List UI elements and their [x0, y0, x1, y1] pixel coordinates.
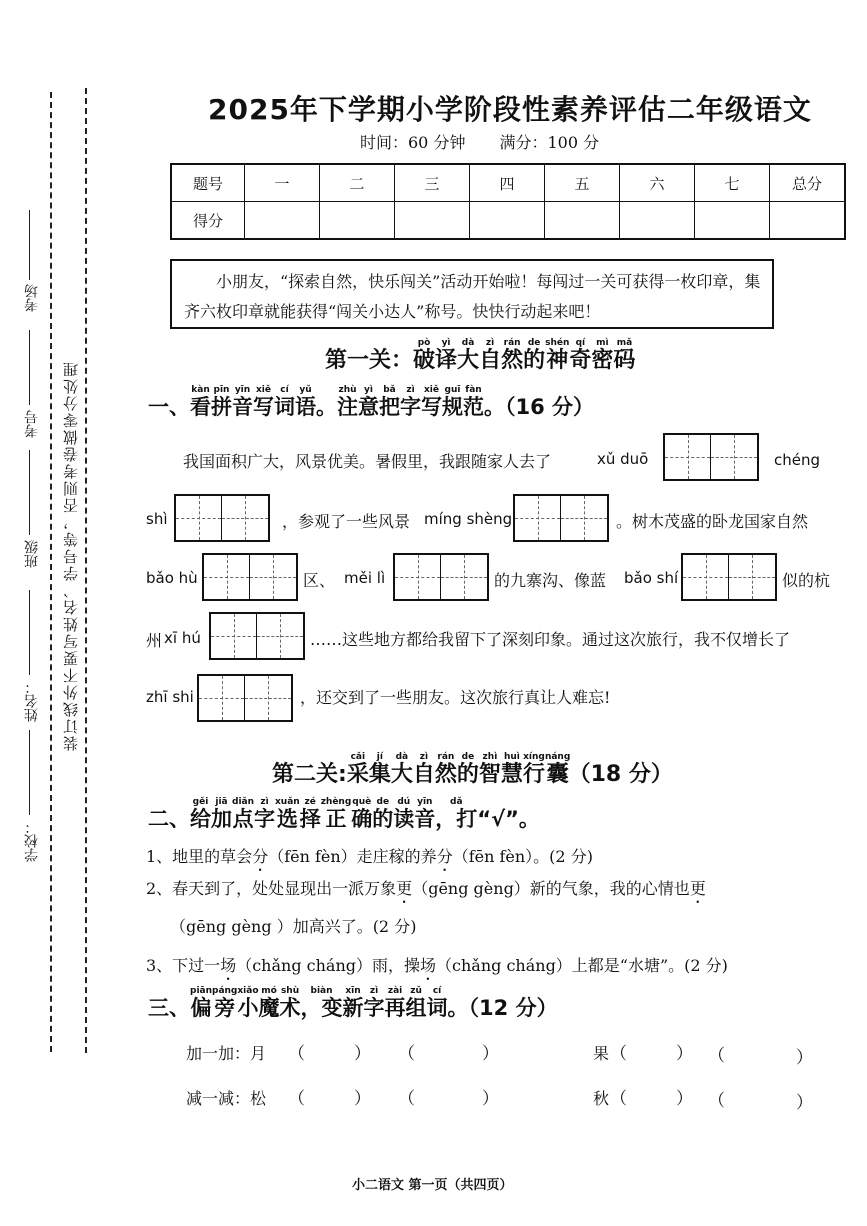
stage2-char: 智zhì [478, 752, 501, 787]
q3-pinyin: shù [279, 986, 301, 996]
exam-time: 时间：60 分钟 [360, 133, 466, 152]
binding-instruction: 装订线外不要写姓名、学号等，否则考卷做零分处理 [62, 360, 80, 751]
q1-line2-text-a: ，参观了一些风景 [282, 512, 411, 531]
q3-char: 魔mó [258, 986, 280, 1020]
stage2-title [346, 752, 571, 787]
q3-char: 小xiǎo [237, 986, 259, 1020]
q1-pinyin: yǔ [295, 385, 316, 395]
score-row-label: 得分 [171, 202, 245, 240]
q2-pinyin: xuǎn [275, 797, 300, 807]
q3-char: 新xīn [342, 986, 364, 1020]
writing-grid-xuduo[interactable] [663, 433, 759, 481]
q2-char: 选xuǎn [275, 797, 300, 831]
stage1-char: 神shén [545, 338, 570, 373]
score-cell[interactable] [395, 202, 470, 240]
writing-grid-meili[interactable] [393, 553, 489, 601]
writing-grid-mingsheng[interactable] [513, 494, 609, 542]
q3-pinyin: cí [426, 986, 448, 996]
score-table [170, 163, 846, 240]
q2-item3-text-c[interactable]: （chǎng cháng）上都是“水塘”。(2 分) [436, 956, 728, 975]
q2-item1 [146, 844, 593, 875]
stage1-char: 破pò [413, 338, 436, 373]
q2-char: 读dú [393, 797, 415, 831]
q3-pinyin: páng [212, 986, 238, 996]
q2-char: 点diǎn [232, 797, 255, 831]
q1-pinyin: fàn [463, 385, 484, 395]
stage2-pinyin: zì [412, 752, 435, 762]
stage2-char: 集jí [368, 752, 391, 787]
answer-paren-open[interactable]: （ [708, 1091, 725, 1111]
q2-pinyin: zhèng [320, 797, 352, 807]
q2-char: 二、 [148, 807, 190, 831]
stage1-char: 自zì [479, 338, 502, 373]
stage1-char: 奇qí [569, 338, 592, 373]
q1-char: 拼pīn [211, 385, 232, 419]
stage2-pinyin: huì [500, 752, 523, 762]
stage1-pinyin: qí [569, 338, 592, 348]
stage1-title [413, 338, 636, 373]
q1-pinyin: zhù [337, 385, 358, 395]
q3-char: 偏piān [190, 986, 213, 1020]
q2-char: 音yīn [414, 797, 436, 831]
writing-grid-zhishi[interactable] [197, 674, 293, 722]
q1-pinyin-baohu: bǎo hù [146, 569, 198, 587]
q2-item3-text-a: 3、下过一 [146, 956, 221, 975]
score-header-cell: 总分 [770, 164, 846, 202]
score-header-cell: 二 [320, 164, 395, 202]
answer-paren-close[interactable]: ） [354, 1044, 371, 1064]
stage2-score: （18 分） [568, 762, 673, 787]
q1-pinyin-xihu: xī hú [164, 629, 201, 647]
q2-char: 确què [351, 797, 373, 831]
stage1-pinyin: yì [435, 338, 458, 348]
stage2-pinyin: jí [368, 752, 391, 762]
q2-char: 正zhèng [320, 797, 352, 831]
q2-pinyin: dǎ [435, 797, 478, 807]
stage2-char: 囊náng [544, 752, 571, 787]
q1-char: 语yǔ [295, 385, 316, 419]
q2-pinyin: diǎn [232, 797, 255, 807]
q2-char: 的de [372, 797, 394, 831]
field-line-exam-no [29, 330, 30, 405]
q1-pinyin: guī [442, 385, 463, 395]
stage2-char: 行xíng [522, 752, 545, 787]
q1-pinyin: yīn [232, 385, 253, 395]
q3-pinyin: biàn [300, 986, 343, 996]
q1-pinyin: cí [274, 385, 295, 395]
score-cell[interactable] [695, 202, 770, 240]
q3-pinyin: piān [190, 986, 213, 996]
q3-char: 三、 [148, 996, 190, 1020]
q1-line3-text-a: 区、 [303, 571, 336, 590]
q1-line3-text-b: 的九寨沟、像蓝 [494, 571, 607, 590]
stage1-pinyin: de [523, 338, 546, 348]
binding-dashed-line-outer [50, 92, 52, 1052]
stage1-char: 的de [523, 338, 546, 373]
q3-row2-char2: 秋 [593, 1089, 610, 1108]
stage1-pinyin: shén [545, 338, 570, 348]
q1-pinyin-xuduo: xǔ duō [597, 450, 649, 468]
q1-pinyin-shi: shì [146, 510, 168, 528]
answer-paren-close[interactable]: ） [482, 1044, 499, 1064]
stage2-char: 自zì [412, 752, 435, 787]
q1-pinyin: kàn [190, 385, 211, 395]
stage2-char: 然rán [434, 752, 457, 787]
q1-pinyin-zhishi: zhī shi [146, 688, 194, 706]
answer-paren-open[interactable]: （ [610, 1044, 627, 1064]
stage2-char: 的de [456, 752, 479, 787]
field-label-exam-room: 考场 [24, 284, 40, 312]
answer-paren-open[interactable]: （ [708, 1046, 725, 1066]
q2-item1-dotted-char: 分 [252, 847, 269, 866]
q3-row1-label: 加一加：月 [186, 1044, 267, 1063]
q1-char: 字zì [400, 385, 421, 419]
q1-line5-text: ，还交到了一些朋友。这次旅行真让人难忘! [300, 688, 611, 707]
field-label-class: 班级 [24, 540, 40, 568]
field-line-class [29, 450, 30, 535]
q2-pinyin: gěi [190, 797, 211, 807]
score-cell[interactable] [620, 202, 695, 240]
exam-full-score: 满分：100 分 [499, 133, 600, 152]
stage1-char: 大dà [457, 338, 480, 373]
answer-paren-open[interactable]: （ [610, 1089, 627, 1109]
q3-row2-label: 减一减：松 [186, 1089, 267, 1108]
q2-pinyin: jiā [211, 797, 232, 807]
q3-pinyin: zài [384, 986, 406, 996]
q1-line4-text-a: 州 [146, 631, 163, 650]
q1-pinyin: pīn [211, 385, 232, 395]
q1-heading [148, 385, 594, 421]
stage1-pinyin: zì [479, 338, 502, 348]
q1-char: 。（16 分） [484, 395, 595, 419]
stage2-char: 采cǎi [346, 752, 369, 787]
q2-char: 给gěi [190, 797, 211, 831]
q2-item3 [146, 953, 728, 984]
q1-pinyin: xiě [253, 385, 274, 395]
score-header-cell: 五 [545, 164, 620, 202]
q1-pinyin: yì [358, 385, 379, 395]
stage2-pinyin: de [456, 752, 479, 762]
q3-char: 词cí [426, 986, 448, 1020]
q2-item2-cont[interactable]: （gēng gèng ）加高兴了。(2 分) [170, 917, 417, 936]
stage1-char: 码mǎ [613, 338, 636, 373]
stage1-prefix: 第一关： [325, 348, 414, 373]
q1-pinyin-cheng: chéng [774, 451, 821, 469]
q1-pinyin-meili: měi lì [344, 569, 386, 587]
field-line-school [29, 730, 30, 815]
q1-char: 写xiě [421, 385, 442, 419]
stage1-pinyin: pò [413, 338, 436, 348]
writing-grid-xihu[interactable] [209, 612, 305, 660]
score-header-cell: 四 [470, 164, 545, 202]
q3-char: 字zì [363, 986, 385, 1020]
field-label-exam-no: 考号 [24, 410, 40, 438]
q2-pinyin: de [372, 797, 394, 807]
stage1-pinyin: mì [591, 338, 614, 348]
score-header-cell: 七 [695, 164, 770, 202]
q3-heading [148, 986, 558, 1022]
q3-pinyin: zǔ [405, 986, 427, 996]
q1-char: 看kàn [190, 385, 211, 419]
q2-item2 [146, 876, 706, 907]
q2-heading [148, 797, 540, 833]
stage1-heading [325, 338, 635, 374]
q1-pinyin: bǎ [379, 385, 400, 395]
stage1-pinyin: dà [457, 338, 480, 348]
score-cell[interactable] [245, 202, 320, 240]
q2-pinyin: zé [299, 797, 321, 807]
stage2-pinyin: cǎi [346, 752, 369, 762]
field-label-school: 学校： [24, 820, 40, 862]
score-cell[interactable] [770, 202, 846, 240]
q3-char: 组zǔ [405, 986, 427, 1020]
score-cell[interactable] [320, 202, 395, 240]
stage1-pinyin: mǎ [613, 338, 636, 348]
q3-char: 旁páng [212, 986, 238, 1020]
q2-char: 加jiā [211, 797, 232, 831]
stage2-pinyin: náng [544, 752, 571, 762]
stage1-char: 译yì [435, 338, 458, 373]
answer-paren-close[interactable]: ） [796, 1048, 813, 1068]
stage2-heading [272, 752, 673, 788]
q2-pinyin: dú [393, 797, 415, 807]
page-footer: 小二语文 第一页（共四页） [352, 1178, 513, 1193]
q2-item1-text-b[interactable]: （fēn fèn）走庄稼的养 [268, 847, 437, 866]
q3-row1-char2: 果 [593, 1044, 610, 1063]
q1-char: 规guī [442, 385, 463, 419]
stage1-pinyin: rán [501, 338, 524, 348]
q2-item1-dotted-char-2: 分 [436, 847, 453, 866]
q2-pinyin: què [351, 797, 373, 807]
q1-char: 音yīn [232, 385, 253, 419]
field-line-exam-room [29, 210, 30, 280]
writing-grid-chengshi[interactable] [174, 494, 270, 542]
q1-line2-text-b: 。树木茂盛的卧龙国家自然 [616, 512, 809, 531]
field-line-name [29, 590, 30, 675]
q1-pinyin-baoshi: bǎo shí [624, 569, 679, 587]
field-label-name: 姓名： [24, 680, 40, 722]
q2-item1-text-a: 1、地里的草会 [146, 847, 253, 866]
notice-box: 小朋友，“探索自然，快乐闯关”活动开始啦！每闯过一关可获得一枚印章，集齐六枚印章就能获得“闯关小达人”称号。快快行动起来吧！ [170, 259, 774, 329]
q1-char: 范fàn [463, 385, 484, 419]
q2-pinyin: yīn [414, 797, 436, 807]
q2-item2-dotted-char: 更 [396, 879, 413, 898]
q3-char: 再zài [384, 986, 406, 1020]
stage2-prefix: 第二关: [272, 762, 347, 787]
q1-char: 写xiě [253, 385, 274, 419]
q1-char: 一、 [148, 395, 190, 419]
writing-grid-baohu[interactable] [202, 553, 298, 601]
exam-info [360, 130, 633, 153]
q3-pinyin: zì [363, 986, 385, 996]
q3-pinyin: xīn [342, 986, 364, 996]
binding-dashed-line-inner [85, 88, 87, 1053]
answer-paren-open[interactable]: （ [288, 1089, 305, 1109]
q3-char: 。（12 分） [447, 996, 558, 1020]
q2-item2-text-a: 2、春天到了，处处显现出一派万象 [146, 879, 397, 898]
writing-grid-baoshi[interactable] [681, 553, 777, 601]
q2-item3-dotted-char-2: 场 [420, 956, 437, 975]
answer-paren-close[interactable]: ） [354, 1089, 371, 1109]
q1-char: 意yì [358, 385, 379, 419]
q2-item2-dotted-char-2: 更 [689, 879, 706, 898]
q2-char: 字zì [254, 797, 275, 831]
answer-paren-open[interactable]: （ [398, 1044, 415, 1064]
q3-pinyin: xiǎo [237, 986, 259, 996]
stage2-pinyin: rán [434, 752, 457, 762]
score-header-cell: 三 [395, 164, 470, 202]
q1-pinyin: xiě [421, 385, 442, 395]
q1-line4-text-b: ……这些地方都给我留下了深刻印象。通过这次旅行，我不仅增长了 [310, 630, 791, 649]
q2-char: 择zé [299, 797, 321, 831]
q1-char: 把bǎ [379, 385, 400, 419]
q1-line1-text: 我国面积广大，风景优美。暑假里，我跟随家人去了 [183, 452, 552, 471]
q3-char: 术shù [279, 986, 301, 1020]
score-header-cell: 题号 [171, 164, 245, 202]
answer-paren-close[interactable]: ） [676, 1044, 693, 1064]
stage1-char: 密mì [591, 338, 614, 373]
q1-line3-text-c: 似的杭 [782, 571, 831, 590]
answer-paren-close[interactable]: ） [796, 1093, 813, 1113]
q2-pinyin: zì [254, 797, 275, 807]
q2-char: ，打dǎ [435, 797, 478, 831]
q2-item3-text-b[interactable]: （chǎng cháng）雨，操 [236, 956, 420, 975]
answer-paren-open[interactable]: （ [398, 1089, 415, 1109]
q2-item3-dotted-char: 场 [220, 956, 237, 975]
stage2-char: 大dà [390, 752, 413, 787]
q2-item2-text-b[interactable]: （gēng gèng）新的气象，我的心情也 [412, 879, 690, 898]
score-table-score-row [171, 202, 845, 240]
score-header-cell: 一 [245, 164, 320, 202]
q1-char: 词cí [274, 385, 295, 419]
answer-paren-close[interactable]: ） [482, 1089, 499, 1109]
page-title: 2025年下学期小学阶段性素养评估二年级语文 [208, 93, 812, 126]
score-table-header-row [171, 164, 845, 202]
stage2-char: 慧huì [500, 752, 523, 787]
q2-char: “√”。 [477, 807, 540, 831]
score-header-cell: 六 [620, 164, 695, 202]
score-cell[interactable] [470, 202, 545, 240]
q3-pinyin: mó [258, 986, 280, 996]
q1-char: 。 [316, 395, 337, 419]
q1-pinyin: zì [400, 385, 421, 395]
stage1-char: 然rán [501, 338, 524, 373]
q2-item1-text-c[interactable]: （fēn fèn）。(2 分) [452, 847, 593, 866]
answer-paren-close[interactable]: ） [676, 1089, 693, 1109]
stage2-pinyin: xíng [522, 752, 545, 762]
q1-pinyin-mingsheng: míng shèng [424, 510, 513, 528]
stage2-pinyin: dà [390, 752, 413, 762]
q1-char: 注zhù [337, 385, 358, 419]
stage2-pinyin: zhì [478, 752, 501, 762]
q3-char: ，变biàn [300, 986, 343, 1020]
answer-paren-open[interactable]: （ [288, 1044, 305, 1064]
score-cell[interactable] [545, 202, 620, 240]
